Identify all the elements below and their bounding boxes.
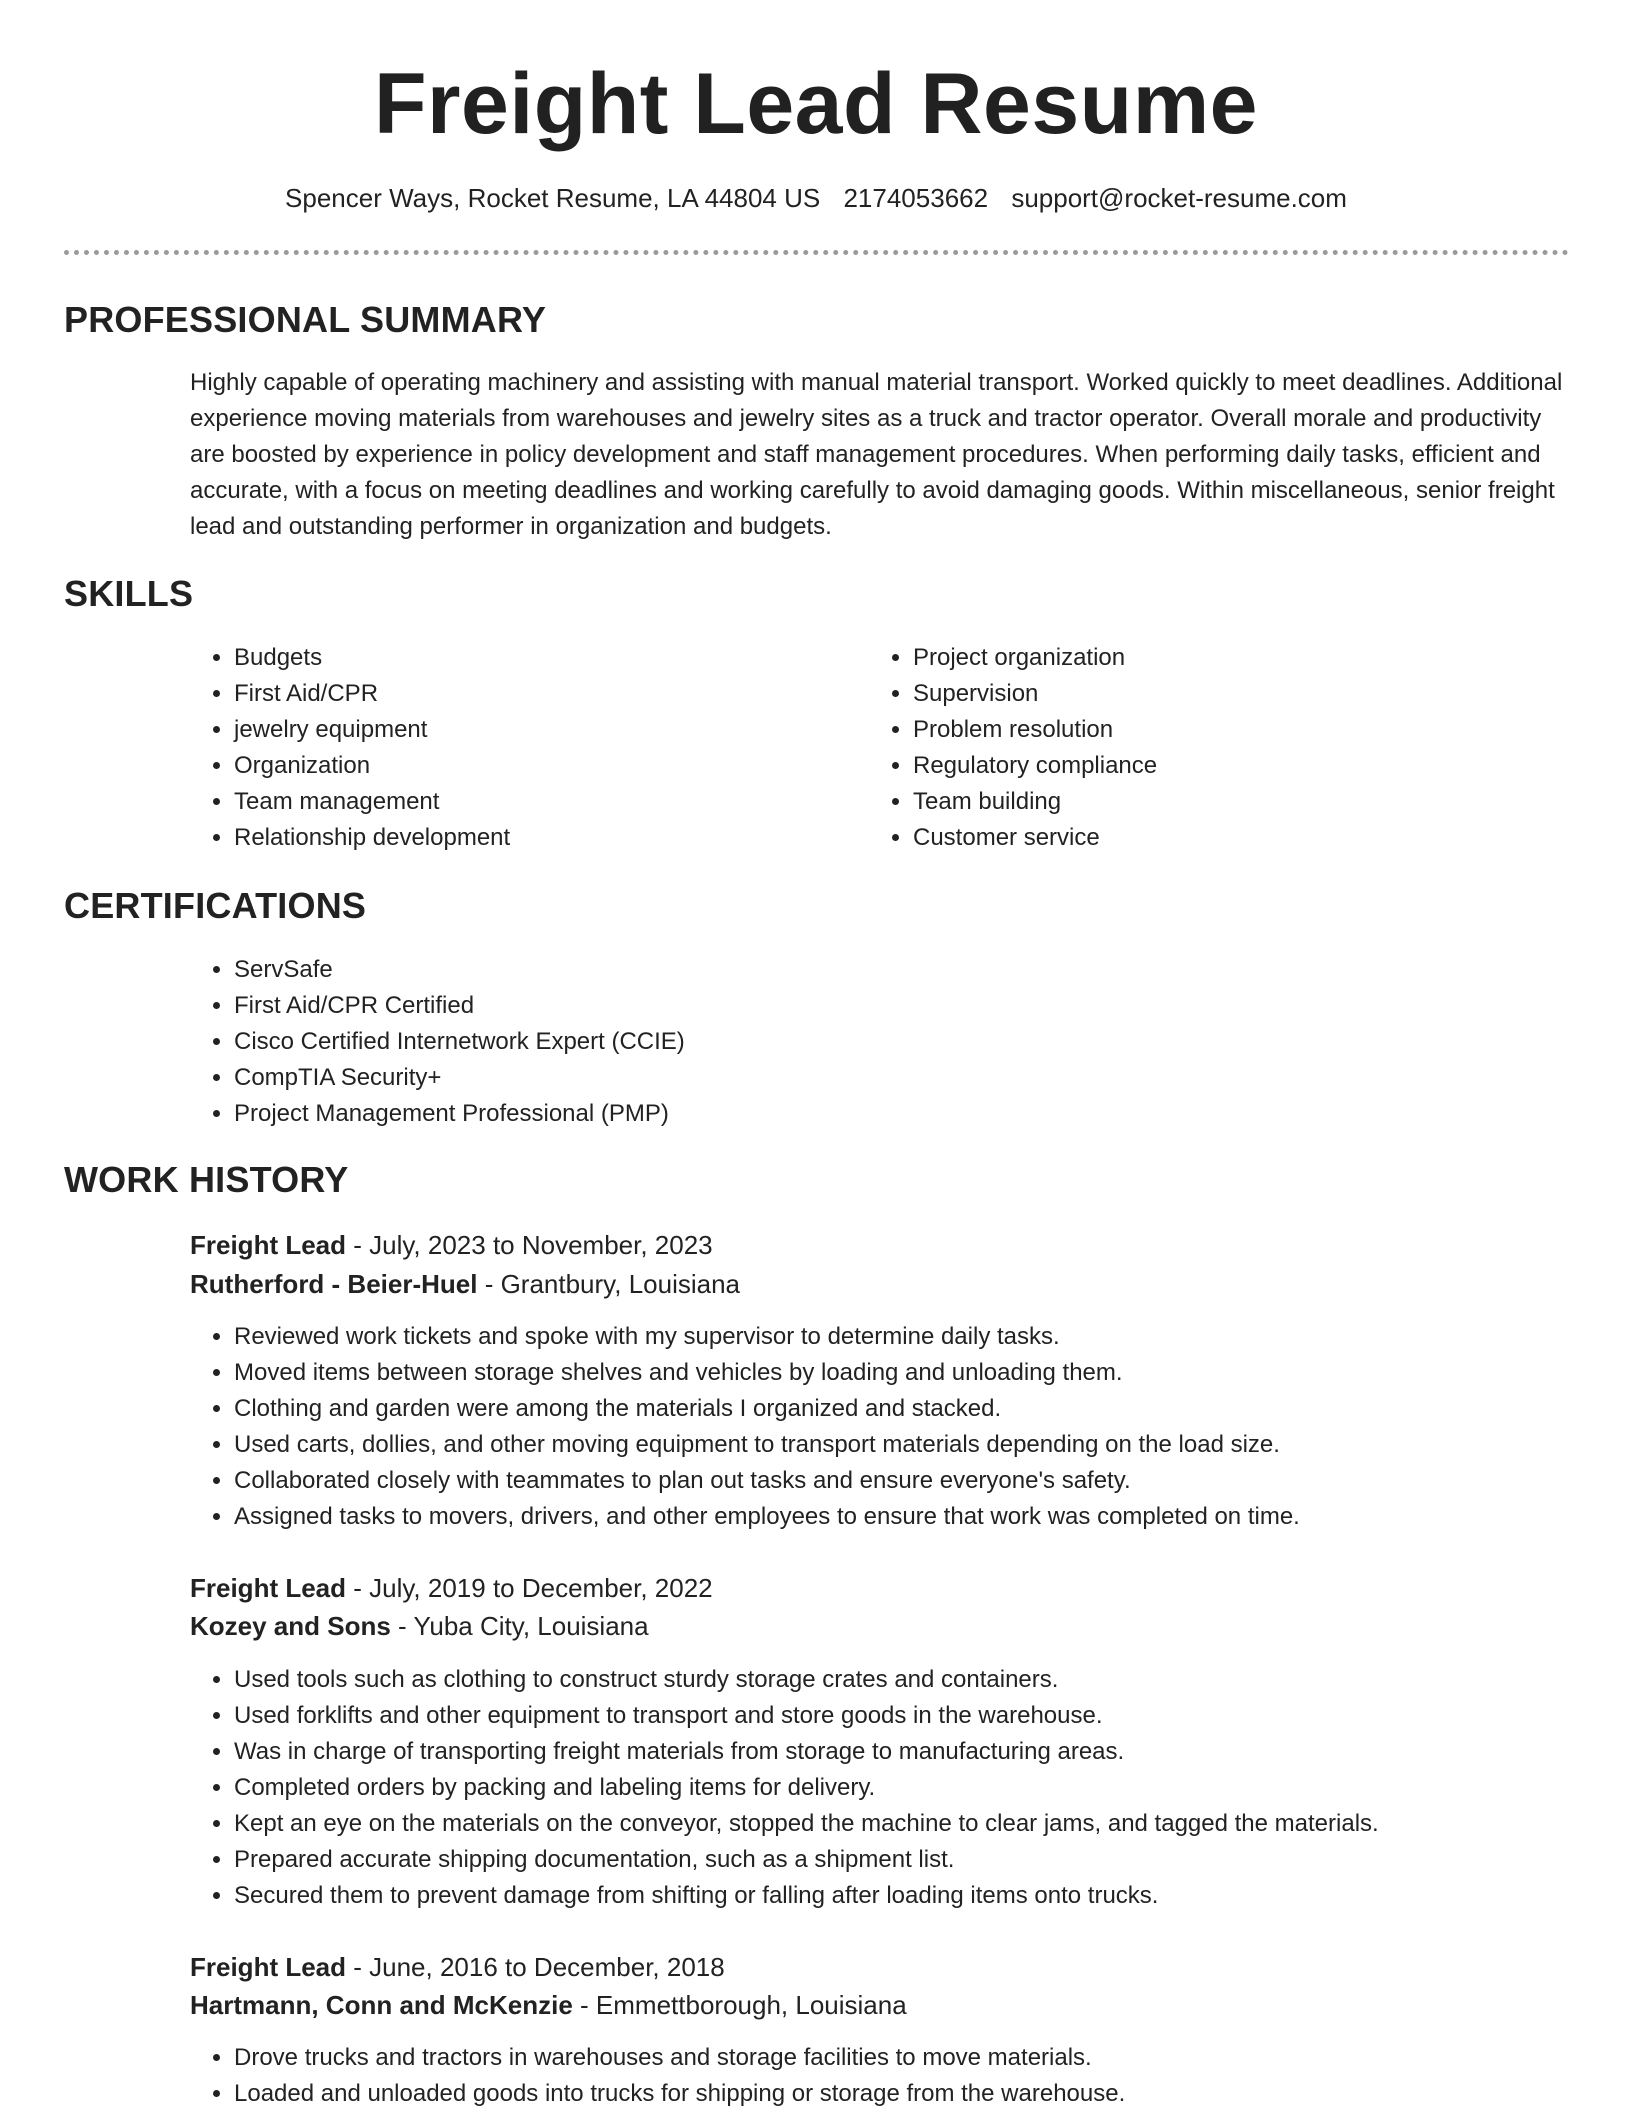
list-item: • Completed orders by packing and labeling items for delivery. <box>234 1770 1632 1806</box>
list-item: • Collaborated closely with teammates to plan out tasks and ensure everyone's safety. <box>234 1463 1632 1499</box>
job-location: - Grantbury, Louisiana <box>477 1269 741 1299</box>
job-company: Kozey and Sons <box>190 1611 391 1641</box>
list-item: • Used forklifts and other equipment to transport and store goods in the warehouse. <box>234 1698 1632 1734</box>
list-item: • Kept an eye on the materials on the conveyor, stopped the machine to clear jams, and tagged the materials. <box>234 1806 1632 1842</box>
list-item: • Drove trucks and tractors in warehouses and storage facilities to move materials. <box>234 2040 1632 2076</box>
list-item: • ServSafe <box>234 952 1434 988</box>
job-company-line <box>190 1608 649 1644</box>
job-title-line <box>190 1949 725 1985</box>
contact-line <box>0 180 1632 216</box>
list-item: • Organization <box>234 748 794 784</box>
list-item: • Team management <box>234 784 794 820</box>
list-item: • jewelry equipment <box>234 712 794 748</box>
job-location: - Emmettborough, Louisiana <box>572 1990 907 2020</box>
job-company-line <box>190 1266 740 1302</box>
job-title: Freight Lead <box>190 1230 347 1260</box>
list-item: • Problem resolution <box>913 712 1473 748</box>
skills-list-left <box>190 640 794 856</box>
list-item: • Moved items between storage shelves and vehicles by loading and unloading them. <box>234 1355 1632 1391</box>
list-item: • First Aid/CPR <box>234 676 794 712</box>
list-item: • Cisco Certified Internetwork Expert (CCIE) <box>234 1024 1434 1060</box>
list-item: • First Aid/CPR Certified <box>234 988 1434 1024</box>
list-item: • Budgets <box>234 640 794 676</box>
list-item: • Supervision <box>913 676 1473 712</box>
contact-address: Spencer Ways, Rocket Resume, LA 44804 US <box>285 183 821 213</box>
work-history-heading: WORK HISTORY <box>64 1159 349 1200</box>
header-divider <box>64 250 1569 255</box>
list-item: • CompTIA Security+ <box>234 1060 1434 1096</box>
list-item: • Relationship development <box>234 820 794 856</box>
skills-list-right <box>869 640 1473 856</box>
certifications-heading: CERTIFICATIONS <box>64 885 367 926</box>
job-title: Freight Lead <box>190 1952 347 1982</box>
page-title: Freight Lead Resume <box>373 56 1259 152</box>
summary-heading: PROFESSIONAL SUMMARY <box>64 299 547 340</box>
list-item: • Clothing and garden were among the materials I organized and stacked. <box>234 1391 1632 1427</box>
job-title: Freight Lead <box>190 1573 347 1603</box>
list-item: • Prepared accurate shipping documentation, such as a shipment list. <box>234 1842 1632 1878</box>
list-item: • Regulatory compliance <box>913 748 1473 784</box>
job-title-line <box>190 1227 713 1263</box>
summary-text: Highly capable of operating machinery and assisting with manual material transport. Worked quickly to meet deadlines. Additional experience moving materials from warehouses and jewelry sites as a truck and tractor operator. Overall morale and productivity are boosted by experience in policy development and staff management procedures. When performing daily tasks, efficient and accurate, with a focus on meeting deadlines and working carefully to avoid damaging goods. Within miscellaneous, senior freight lead and outstanding performer in organization and budgets. <box>190 369 1563 540</box>
job-company: Hartmann, Conn and McKenzie <box>190 1990 573 2020</box>
job-company: Rutherford - Beier-Huel <box>190 1269 478 1299</box>
list-item: • Project organization <box>913 640 1473 676</box>
list-item: • Used carts, dollies, and other moving equipment to transport materials depending on the load size. <box>234 1427 1632 1463</box>
list-item: • Team building <box>913 784 1473 820</box>
list-item: • Customer service <box>913 820 1473 856</box>
job-dates: - July, 2023 to November, 2023 <box>346 1230 713 1260</box>
job-bullets <box>190 2040 1632 2112</box>
job-dates: - June, 2016 to December, 2018 <box>346 1952 725 1982</box>
list-item: • Project Management Professional (PMP) <box>234 1096 1434 1132</box>
job-location: - Yuba City, Louisiana <box>390 1611 649 1641</box>
job-dates: - July, 2019 to December, 2022 <box>346 1573 713 1603</box>
certifications-list <box>190 952 1434 1132</box>
job-bullets <box>190 1319 1632 1535</box>
list-item: • Assigned tasks to movers, drivers, and other employees to ensure that work was completed on time. <box>234 1499 1632 1535</box>
job-title-line <box>190 1570 713 1606</box>
list-item: • Loaded and unloaded goods into trucks for shipping or storage from the warehouse. <box>234 2076 1632 2112</box>
skills-heading: SKILLS <box>64 573 194 614</box>
list-item: • Reviewed work tickets and spoke with my supervisor to determine daily tasks. <box>234 1319 1632 1355</box>
contact-email: support@rocket-resume.com <box>1011 183 1347 213</box>
contact-phone: 2174053662 <box>843 183 989 213</box>
job-bullets <box>190 1662 1632 1914</box>
list-item: • Secured them to prevent damage from shifting or falling after loading items onto trucks. <box>234 1878 1632 1914</box>
list-item: • Was in charge of transporting freight materials from storage to manufacturing areas. <box>234 1734 1632 1770</box>
list-item: • Used tools such as clothing to construct sturdy storage crates and containers. <box>234 1662 1632 1698</box>
job-company-line <box>190 1987 907 2023</box>
